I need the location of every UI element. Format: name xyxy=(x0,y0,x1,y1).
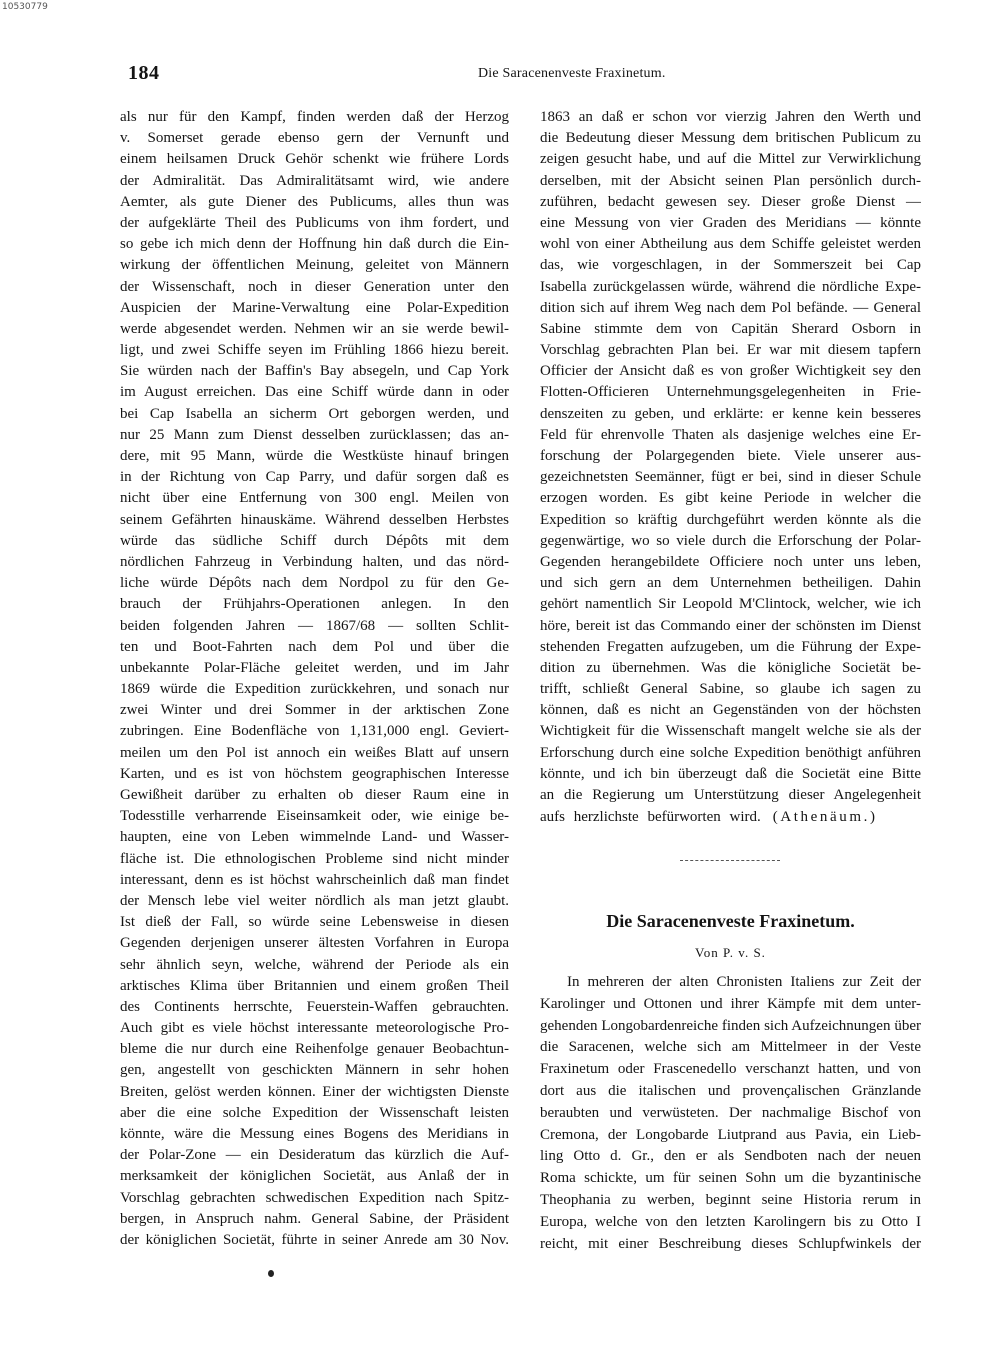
text-line: Theophania zu werben, beginnt seine Historia rerum in xyxy=(540,1191,921,1208)
text-line: Gegenden herangebildete Officiere noch unter uns leben, xyxy=(540,553,921,570)
text-line: dort aus die italischen und provençalischen Gränzlande xyxy=(540,1082,921,1099)
text-line: Karten, und es ist von höchstem geographischen Interesse xyxy=(120,765,509,782)
text-line: Europa, welche von den letzten Karolingern bis zu Otto I xyxy=(540,1213,921,1230)
text-line: zwei Winter und drei Sommer in der arktischen Zone xyxy=(120,702,509,719)
text-line: höre, bereit ist das Commando einer der schönsten im Dienst xyxy=(540,617,921,634)
text-line: 1869 würde die Expedition zurückkehren, und sonach nur xyxy=(120,681,509,698)
text-line: Gewißheit darüber zu erhalten ob dieser Raum eine in xyxy=(120,787,509,803)
text-line: die Saracenen, welche sich am Mittelmeer in der Veste xyxy=(540,1039,921,1056)
text-line: stehenden Fregatten aufzugeben, um die Führung der Expe- xyxy=(540,638,921,655)
text-line: Feld für ehrenvolle Thaten als dasjenige welches eine Er- xyxy=(540,426,921,443)
text-line: beraubten und verwüsteten. Der nachmalige Bischof von xyxy=(540,1104,921,1121)
text-line: können, daß es nicht an Gegenständen von der höchsten xyxy=(540,702,921,719)
text-line: nur 25 Mann zum Dienst desselben zurücklassen; das an- xyxy=(120,426,509,443)
text-line: Expedition so kräftig durchgeführt werden könnte als die xyxy=(540,511,921,528)
text-line: In mehreren der alten Chronisten Italiens zur Zeit der xyxy=(567,974,921,990)
text-line: würde das südliche Schiff durch Dépôts mit dem xyxy=(120,532,509,549)
text-line: Breiten, gelöst werden können. Einer der wichtigsten Dienste xyxy=(120,1083,509,1100)
text-line: bergen, in Anspruch nahm. General Sabine, der Präsident xyxy=(120,1210,509,1227)
text-line: meilen um den Pol ist annoch ein weißes Blatt auf unsern xyxy=(120,744,509,761)
text-line: wohl von einer Abtheilung aus dem Schiffe geleistet werden xyxy=(540,236,921,253)
text-line: unbekannte Polar-Fläche geleitet werden, und im Jahr xyxy=(120,659,509,676)
text-line: nördlichen Fahrzeug in Verbindung halten, und das nörd- xyxy=(120,553,509,570)
text-line: sehr ähnlich seyn, welche, während der Periode als ein xyxy=(120,956,509,973)
text-line: Roma schickte, um für seinen Sohn um die byzantinische xyxy=(540,1170,921,1187)
text-line: wirkung der öffentlichen Meinung, geleitet von Männern xyxy=(120,257,509,274)
text-line: Sie würden nach der Baffin's Bay absegeln, und Cap York xyxy=(120,363,509,380)
text-line: der königlichen Societät, führte in seiner Anrede am 30 Nov. xyxy=(120,1231,509,1248)
text-line: Officier der Ansicht daß es von großer Wichtigkeit sey den xyxy=(540,363,921,380)
text-line: aber die eine solche Expedition der Wissenschaft leisten xyxy=(120,1104,509,1121)
text-line: fläche ist. Die ethnologischen Probleme sind nicht minder xyxy=(120,850,509,867)
text-line: derselben, mit der Absicht seinen Plan persönlich durch- xyxy=(540,172,921,189)
page-number: 184 xyxy=(128,62,160,84)
scan-id-label: 10530779 xyxy=(2,2,48,12)
text-line: seinem Gefährten hinauskäme. Während desselben Herbstes xyxy=(120,511,509,528)
text-line: ling Otto d. Gr., den er als Sendboten nach der neuen xyxy=(540,1148,921,1165)
text-line: bei Cap Isabella an sicherm Ort geborgen werden, und xyxy=(120,405,509,422)
text-line: merksamkeit der königlichen Societät, aus Anlaß der in xyxy=(120,1168,509,1185)
article-byline: Von P. v. S. xyxy=(695,945,766,960)
text-line: Fraxinetum oder Frascenedello verschanzt hatten, und von xyxy=(540,1061,921,1078)
text-line: v. Somerset gerade ebenso gern der Vernunft und xyxy=(120,130,509,147)
text-line: zeigen gesucht habe, und auf die Mittel zur Verwirklichung xyxy=(540,151,921,168)
text-line: Flotten-Officieren Unternehmungsgelegenheiten in Frie- xyxy=(540,384,921,401)
text-line: der Mensch lebe viel weiter nördlich als man jetzt glaubt. xyxy=(120,892,509,909)
text-line: Vorschlag gebrachten Plan bei. Er war mit diesem tapfern xyxy=(540,342,921,359)
text-line: trifft, schließt General Sabine, so glaube ich sagen zu xyxy=(540,681,921,698)
text-line: Aemter, als gute Diener des Publicums, alles thun was xyxy=(120,193,509,210)
text-line: könnte, wäre die Messung eines Bogens des Meridians in xyxy=(120,1126,509,1142)
text-line: gezeichnetsten Seemänner, fügt er bei, sind in dieser Schule xyxy=(540,469,921,486)
text-line: als nur für den Kampf, finden werden daß der Herzog xyxy=(120,109,509,125)
text-line: Auspicien der Marine-Verwaltung eine Polar-Expedition xyxy=(120,299,509,316)
text-line: Wichtigkeit für die Wissenschaft mangelt welche sie als der xyxy=(540,723,921,740)
text-line: einem heilsamen Druck Gehör schenkt wie frühere Lords xyxy=(120,151,509,168)
left-column xyxy=(120,107,509,1251)
ink-blot xyxy=(268,1270,274,1277)
text-line: brauch der Frühjahrs-Operationen anlegen. In den xyxy=(120,596,509,613)
text-line: so gebe ich mich denn der Hoffnung hin daß durch die Ein- xyxy=(120,236,509,253)
text-line: der Admiralität. Das Admiralitätsamt wird, wie andere xyxy=(120,172,509,189)
text-line: denszeiten zu geben, und erklärte: er kenne kein besseres xyxy=(540,405,921,422)
text-line: Auch gibt es viele höchst interessante meteorologische Pro- xyxy=(120,1020,509,1037)
text-line: gehenden Longobardenreiche finden sich Aufzeichnungen über xyxy=(540,1017,921,1034)
text-line: Cremona, der Longobarde Liutprand aus Pavia, ein Lieb- xyxy=(540,1126,921,1143)
closing-text: aufs herzlichste befürworten wird. xyxy=(540,809,761,825)
text-line: bleme die nur durch eine Reihenfolge genauer Beobachtun- xyxy=(120,1041,509,1058)
text-line: liche würde Dépôts nach dem Nordpol zu für den Ge- xyxy=(120,575,509,592)
text-line: 1863 an daß er schon vor vierzig Jahren den Werth und xyxy=(540,109,921,125)
text-line: zubringen. Eine Bodenfläche von 1,131,000 engl. Geviert- xyxy=(120,723,509,740)
text-line: ten und Boot-Fahrten nach dem Pol und über die xyxy=(120,638,509,655)
text-line: Ist dieß der Fall, so würde seine Lebensweise in diesen xyxy=(120,914,509,931)
text-line: Vorschlag gebrachten schwedischen Expedition nach Spitz- xyxy=(120,1189,509,1206)
text-line: Sabine stimmte dem von Capitän Sherard Osborn in xyxy=(540,320,921,337)
closing-line xyxy=(540,807,921,828)
text-line: Gegenden derjenigen unserer ältesten Vorfahren in Europa xyxy=(120,935,509,952)
text-line: eine Messung von vier Graden des Meridians — könnte xyxy=(540,214,921,231)
text-line: arktisches Klima über Britannien und einem großen Theil xyxy=(120,977,509,994)
right-column xyxy=(540,107,921,806)
text-line: gegenwärtige, wo so viele durch die Erforschung der Polar- xyxy=(540,532,921,549)
article-title: Die Saracenenveste Fraxinetum. xyxy=(606,911,855,931)
text-line: das, wie vorgeschlagen, in der Sommerszeit bei Cap xyxy=(540,257,921,274)
text-line: ligt, und zwei Schiffe seyen im Frühling 1866 hiezu bereit. xyxy=(120,342,509,359)
text-line: Isabella zurückgelassen würde, während die nördliche Expe- xyxy=(540,278,921,295)
text-line: dition sich auf ihrem Weg nach dem Pol befände. — General xyxy=(540,299,921,316)
text-line: an die Regierung um Unterstützung dieser Angelegenheit xyxy=(540,787,921,803)
text-line: könnte, und ich bin überzeugt daß die Societät eine Bitte xyxy=(540,765,921,782)
text-line: zuführen, bedacht gewesen sey. Dieser große Dienst — xyxy=(540,193,921,210)
running-head: Die Saracenenveste Fraxinetum. xyxy=(478,66,666,81)
text-line: dition zu übernehmen. Was die königliche Societät be- xyxy=(540,659,921,676)
text-line: Todesstille verharrende Eiseinsamkeit oder, wie einige be- xyxy=(120,808,509,825)
text-line: der Wissenschaft, noch in dieser Generation unter den xyxy=(120,278,509,295)
text-line: und sich gern an dem Unternehmen betheiligen. Dahin xyxy=(540,575,921,592)
text-line: gen, angestellt von geschickten Männern in sehr hohen xyxy=(120,1062,509,1079)
source-credit: (Athenäum.) xyxy=(772,809,878,825)
text-line: der Polar-Zone — ein Desideratum das kürzlich die Auf- xyxy=(120,1147,509,1164)
text-line: erzogen worden. Es gibt keine Periode in welcher die xyxy=(540,490,921,507)
text-line: werde abgesendet werden. Nehmen wir an sie werde bewil- xyxy=(120,320,509,337)
text-line: die Bedeutung dieser Messung dem britischen Publicum zu xyxy=(540,130,921,147)
text-line: beiden folgenden Jahren — 1867/68 — sollten Schlit- xyxy=(120,617,509,634)
text-line: Erforschung durch eine solche Expedition benöthigt anführen xyxy=(540,744,921,761)
section-divider xyxy=(680,860,780,861)
text-line: im August erreichen. Das eine Schiff würde dann in oder xyxy=(120,384,509,401)
text-line: haupten, eine von Leben wimmelnde Land- und Wasser- xyxy=(120,829,509,846)
text-line: in der Richtung von Cap Parry, und dafür sorgen daß es xyxy=(120,469,509,486)
text-line: nicht über eine Entfernung von 300 engl. Meilen von xyxy=(120,490,509,507)
text-line: gehört namentlich Sir Leopold M'Clintock, welcher, wie ich xyxy=(540,596,921,613)
text-line: des Continents herrschte, Feuerstein-Waffen gebrauchten. xyxy=(120,998,509,1015)
text-line: Karolinger und Ottonen und ihrer Kämpfe mit dem unter- xyxy=(540,995,921,1012)
text-line: dere, mit 95 Mann, würde die Westküste hinauf bringen xyxy=(120,448,509,464)
text-line: reicht, mit einer Beschreibung dieses Schlupfwinkels der xyxy=(540,1235,921,1252)
text-line: interessant, denn es ist höchst wahrscheinlich daß man findet xyxy=(120,871,509,888)
text-line: forschung der Polargegenden biete. Viele unserer aus- xyxy=(540,448,921,464)
text-line: der aufgeklärte Theil des Publicums von ihm fordert, und xyxy=(120,214,509,231)
article-body xyxy=(540,972,921,1255)
